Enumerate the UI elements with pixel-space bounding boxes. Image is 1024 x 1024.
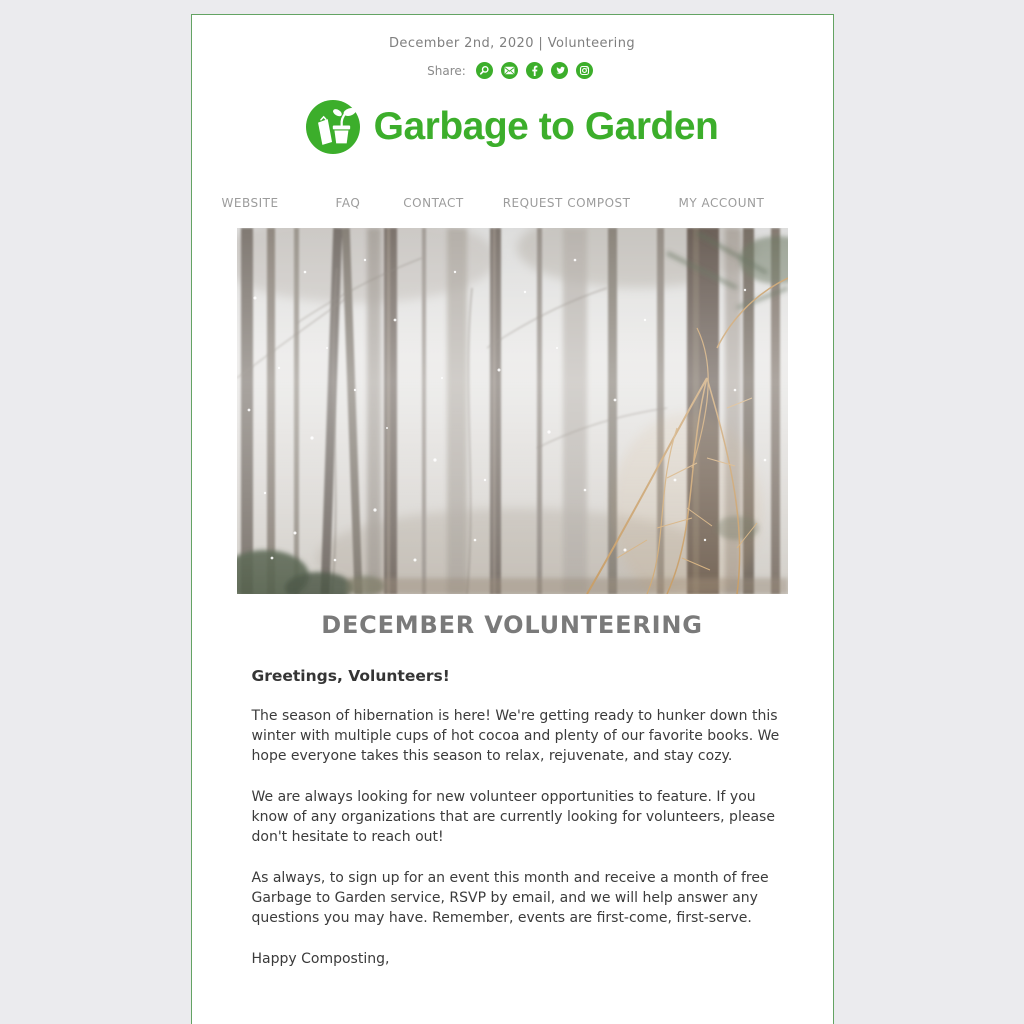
nav-item-contact[interactable]: CONTACT [403,196,464,210]
nav-item-my-account[interactable]: MY ACCOUNT [678,196,765,210]
instagram-camera-icon [579,65,590,76]
search-share-icon[interactable] [476,62,493,79]
newsletter-card [191,14,834,1024]
nav-item-website[interactable]: WEBSITE [221,196,279,210]
signoff: Happy Composting, [251,951,390,967]
article-title: DECEMBER VOLUNTEERING [321,611,703,639]
paragraph-2: We are always looking for new volunteer opportunities to feature. If you know of any organizations that are currently looking for volunteers, please don't hesitate to reach out! [251,789,775,845]
garbage-to-garden-logo-icon [306,100,360,154]
main-nav [192,196,833,210]
article-body [252,667,792,969]
paragraph-1: The season of hibernation is here! We're getting ready to hunker down this winter with multiple cups of hot cocoa and plenty of our favorite books. We hope everyone takes this season to relax, rejuvenate, and stay cozy. [251,708,780,764]
instagram-share-icon[interactable] [576,62,593,79]
facebook-share-icon[interactable] [526,62,543,79]
issue-date-line: December 2nd, 2020 | Volunteering [389,36,635,51]
envelope-icon [504,65,515,76]
paragraph-3: As always, to sign up for an event this month and receive a month of free Garbage to Garden service, RSVP by email, and we will help answer any questions you may have. Remember, events are first-come, first-serve. [251,870,769,926]
twitter-bird-icon [554,65,565,76]
winter-forest-illustration [237,228,788,594]
email-share-icon[interactable] [501,62,518,79]
nav-item-request-compost[interactable]: REQUEST COMPOST [502,196,631,210]
greeting-heading: Greetings, Volunteers! [251,667,450,685]
hero-image [237,228,788,594]
nav-item-faq[interactable]: FAQ [335,196,361,210]
share-label: Share: [427,63,466,78]
twitter-share-icon[interactable] [551,62,568,79]
magnifier-icon [479,65,490,76]
brand-name: Garbage to Garden [373,105,719,148]
share-row [192,62,833,79]
garbage-to-garden-logo[interactable] [192,100,833,154]
facebook-icon [529,65,540,76]
